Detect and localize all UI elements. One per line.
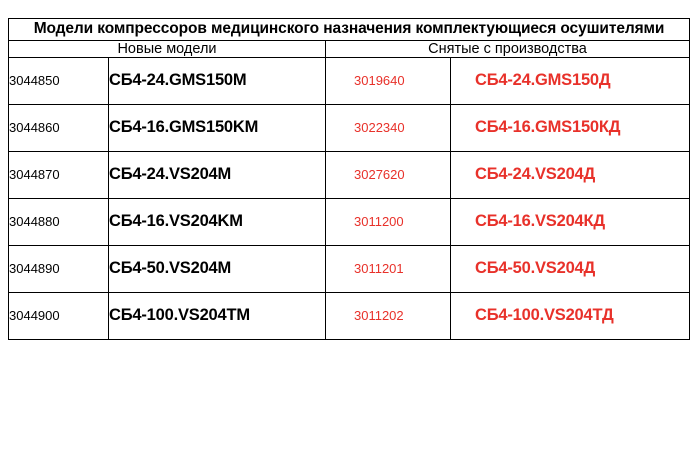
old-model-name: СБ4-24.GMS150Д [451, 57, 690, 104]
old-model-code: 3022340 [326, 104, 451, 151]
table-row [9, 104, 690, 151]
table-title: Модели компрессоров медицинского назначения комплектующиеся осушителями [9, 19, 690, 41]
group-header-new-models: Новые модели [9, 40, 326, 57]
group-header-discontinued: Снятые с производства [326, 40, 690, 57]
table-title-row [9, 19, 690, 41]
new-model-code: 3044890 [9, 245, 109, 292]
old-model-name: СБ4-24.VS204Д [451, 151, 690, 198]
table-row [9, 245, 690, 292]
old-model-name: СБ4-50.VS204Д [451, 245, 690, 292]
old-model-code: 3011200 [326, 198, 451, 245]
table-row [9, 57, 690, 104]
old-model-code: 3011202 [326, 292, 451, 339]
old-model-name: СБ4-100.VS204ТД [451, 292, 690, 339]
new-model-code: 3044900 [9, 292, 109, 339]
new-model-name: СБ4-100.VS204TM [109, 292, 326, 339]
new-model-name: СБ4-16.VS204KM [109, 198, 326, 245]
new-model-code: 3044850 [9, 57, 109, 104]
new-model-name: СБ4-24.VS204M [109, 151, 326, 198]
old-model-code: 3027620 [326, 151, 451, 198]
new-model-name: СБ4-50.VS204M [109, 245, 326, 292]
old-model-name: СБ4-16.GMS150КД [451, 104, 690, 151]
old-model-name: СБ4-16.VS204КД [451, 198, 690, 245]
table-group-header-row [9, 40, 690, 57]
new-model-name: СБ4-24.GMS150M [109, 57, 326, 104]
new-model-code: 3044880 [9, 198, 109, 245]
old-model-code: 3011201 [326, 245, 451, 292]
new-model-code: 3044860 [9, 104, 109, 151]
table-row [9, 151, 690, 198]
new-model-code: 3044870 [9, 151, 109, 198]
table-row [9, 198, 690, 245]
compressor-models-table [8, 18, 690, 340]
table-row [9, 292, 690, 339]
old-model-code: 3019640 [326, 57, 451, 104]
new-model-name: СБ4-16.GMS150KM [109, 104, 326, 151]
